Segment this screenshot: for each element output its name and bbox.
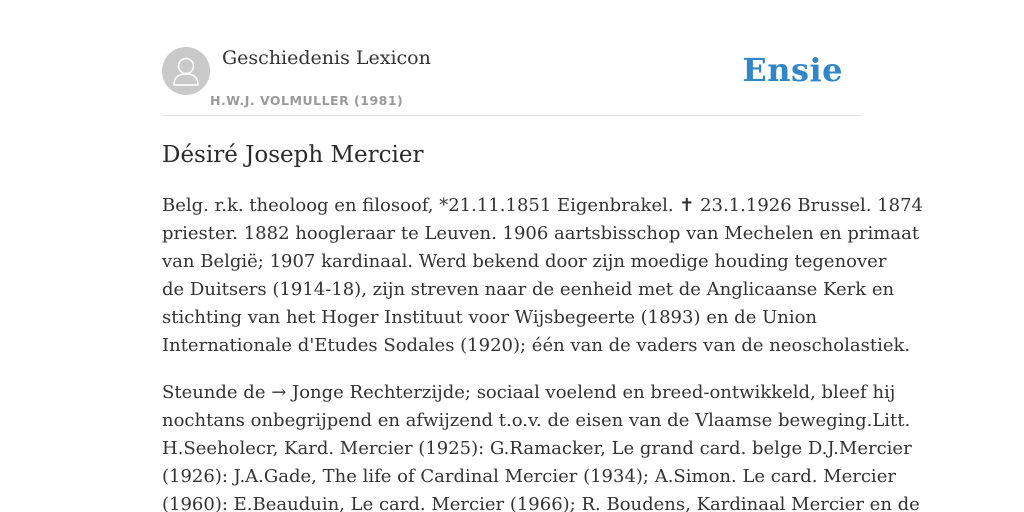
paragraph-line: (1926): J.A.Gade, The life of Cardinal Mercier (1934); A.Simon. Le card. Mercier (162, 466, 896, 487)
paragraph-line: van België; 1907 kardinaal. Werd bekend door zijn moedige houding tegenover (162, 251, 887, 272)
paragraph-line: Steunde de → Jonge Rechterzijde; sociaal voelend en breed-ontwikkeld, bleef hij (162, 382, 896, 403)
paragraph-line: priester. 1882 hoogleraar te Leuven. 1906 aartsbisschop van Mechelen en primaat (162, 223, 920, 244)
paragraph-line: stichting van het Hoger Instituut voor Wijsbegeerte (1893) en de Union (162, 307, 818, 328)
header-divider (162, 115, 862, 116)
paragraph-line: nochtans onbegrijpend en afwijzend t.o.v. de eisen van de Vlaamse beweging.Litt. (162, 410, 911, 431)
source-title[interactable]: Geschiedenis Lexicon (222, 47, 431, 69)
entry-paragraph-1 (162, 192, 923, 360)
paragraph-line: Belg. r.k. theoloog en filosoof, *21.11.1851 Eigenbrakel. ✝ 23.1.1926 Brussel. 1874 (162, 195, 923, 216)
paragraph-line: Internationale d'Etudes Sodales (1920); één van de vaders van de neoscholastiek. (162, 335, 911, 356)
author-avatar[interactable] (162, 47, 210, 95)
brand-logo[interactable]: Ensie (742, 51, 843, 89)
paragraph-line: de Duitsers (1914-18), zijn streven naar de eenheid met de Anglicaanse Kerk en (162, 279, 895, 300)
paragraph-line: H.Seeholecr, Kard. Mercier (1925): G.Ramacker, Le grand card. belge D.J.Mercier (162, 438, 912, 459)
source-author[interactable]: H.W.J. VOLMULLER (1981) (210, 93, 404, 108)
paragraph-line: (1960): E.Beauduin, Le card. Mercier (1966); R. Boudens, Kardinaal Mercier en de (162, 494, 920, 512)
user-icon (162, 47, 210, 95)
entry-paragraph-2 (162, 379, 920, 512)
entry-title: Désiré Joseph Mercier (162, 142, 424, 168)
